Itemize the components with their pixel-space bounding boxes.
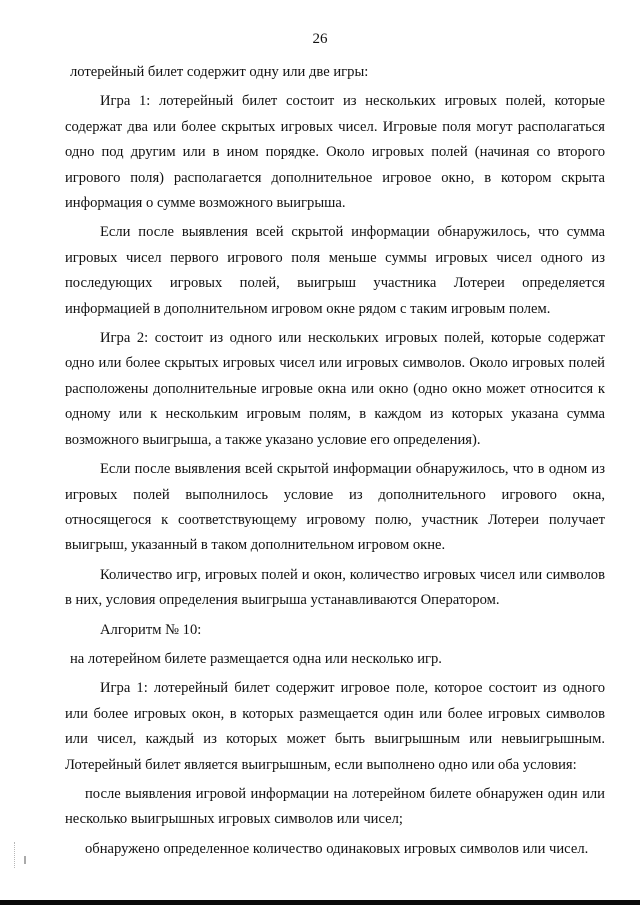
paragraph-algorithm-intro: на лотерейном билете размещается одна или несколько игр. xyxy=(70,650,442,667)
scan-artifact xyxy=(14,842,21,868)
paragraph-algorithm-game-1: Игра 1: лотерейный билет содержит игровое поле, которое состоит из одного или более игровых окон, в которых размещается один или более игровых символов или чисел, каждый из которых может быть выигрышным или невыигрышным. Лотерейный билет является выигрышным, если выполнено одно или оба условия: xyxy=(65,680,605,773)
page-number: 26 xyxy=(312,31,328,47)
paragraph-game-2: Игра 2: состоит из одного или нескольких игровых полей, которые содержат одно или более скрытых игровых чисел или игровых символов. Около игровых полей расположены дополнительные игровые окна или окно (одно окно может относится к одному или к нескольким игровым полям, в каждом из которых указана сумма возможного выигрыша, а также указано условие его определения). xyxy=(65,330,605,448)
paragraph-condition-1: после выявления игровой информации на лотерейном билете обнаружен один или несколько выигрышных игровых символов или чисел; xyxy=(65,785,605,828)
paragraph-game-2-win-rule: Если после выявления всей скрытой информации обнаружилось, что в одном из игровых полей выполнилось условие из дополнительного игрового окна, относящегося к соответствующему игровому полю, участник Лотереи получает выигрыш, указанный в таком дополнительном игровом окне. xyxy=(65,461,605,554)
heading-algorithm-10: Алгоритм № 10: xyxy=(100,621,202,638)
document-body xyxy=(65,60,605,866)
scan-bottom-edge xyxy=(0,900,640,905)
scan-artifact-dot xyxy=(24,856,26,864)
paragraph-game-1-win-rule: Если после выявления всей скрытой информации обнаружилось, что сумма игровых чисел первого игрового поля меньше суммы игровых чисел одного из последующих игровых полей, выигрыш участника Лотереи определяется информацией в дополнительном игровом окне рядом с таким игровым полем. xyxy=(65,224,605,317)
paragraph-operator-settings: Количество игр, игровых полей и окон, количество игровых чисел или символов в них, условия определения выигрыша устанавливаются Оператором. xyxy=(65,566,605,609)
paragraph-game-1: Игра 1: лотерейный билет состоит из нескольких игровых полей, которые содержат два или более скрытых игровых чисел. Игровые поля могут располагаться одно под другим или в ином порядке. Около игровых полей (начиная со второго игрового поля) располагается дополнительное игровое окно, в котором скрыта информация о сумме возможного выигрыша. xyxy=(65,93,605,212)
paragraph-condition-2: обнаружено определенное количество одинаковых игровых символов или чисел. xyxy=(85,840,589,857)
paragraph-intro: лотерейный билет содержит одну или две игры: xyxy=(70,64,369,80)
